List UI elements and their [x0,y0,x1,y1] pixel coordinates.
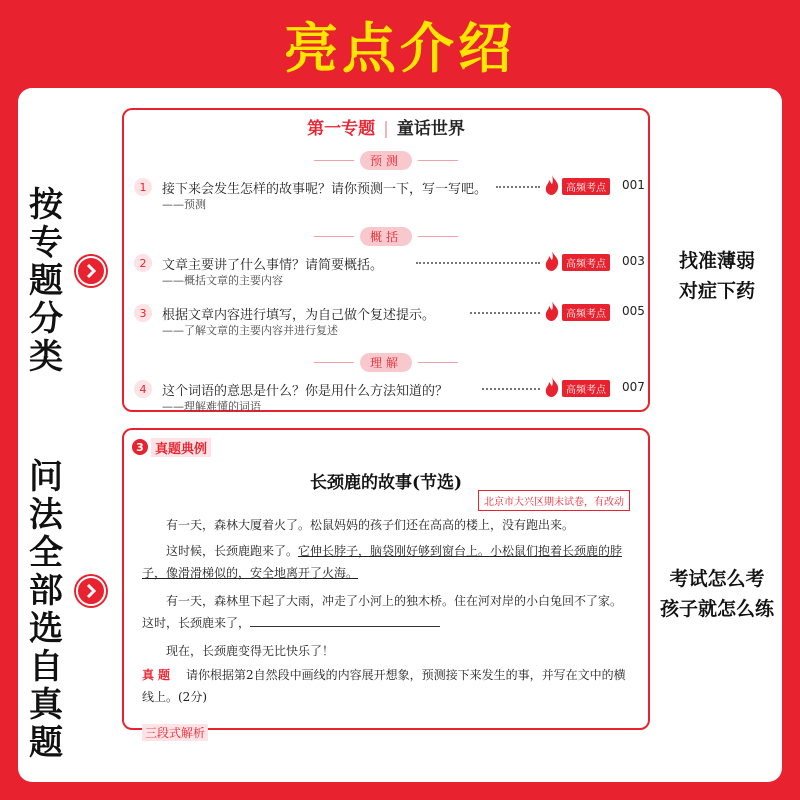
left-label-questions: 问法全部选自真题 [29,457,63,763]
analysis-tag: 三段式解析 [142,724,208,741]
arrow-right-icon [76,256,106,286]
fire-icon [544,250,560,272]
right-label-line: 找准薄弱 [678,250,755,272]
fire-icon [544,300,560,322]
topic-contents-card [122,108,650,412]
right-label-line: 考试怎么考 [669,568,765,590]
answer-blank [250,615,440,627]
question: 真题 请你根据第2自然段中画线的内容展开想象，预测接下来发生的事，并写在文中的横线上。(2分) [142,668,626,704]
right-label-line: 对症下药 [678,280,755,302]
list-item: 3 根据文章内容进行填写，为自己做个复述提示。 ——了解文章的主要内容并进行复述 高频考点 005 [134,302,644,338]
right-label-line: 孩子就怎么练 [659,598,774,620]
right-label-practice [652,564,782,624]
unit-label: 第一专题 [307,119,376,139]
section-tag: 理解 [124,352,648,372]
story-title: 长颈鹿的故事(节选) [309,473,463,493]
exam-example-card [122,428,650,740]
topic-label: 童话世界 [396,119,465,139]
fire-icon [544,376,560,398]
right-label-weakness [652,246,782,306]
fire-icon [544,174,560,196]
list-item: 4 这个词语的意思是什么？你是用什么方法知道的？ ——理解难懂的词语 高频考点 007 [134,378,644,414]
paragraph: 现在，长颈鹿变得无比快乐了！ [166,644,335,658]
page-title: 亮点介绍 [284,16,516,80]
list-item: 2 文章主要讲了什么事情？请简要概括。 ——概括文章的主要内容 高频考点 003 [134,252,644,288]
paragraph: 有一天，森林里下起了大雨，冲走了小河上的独木桥。住在河对岸的小白兔回不了家。这时，长颈鹿来了， [142,594,623,630]
source-note: 北京市大兴区期末试卷，有改动 [478,490,630,511]
left-label-topic: 按专题分类 [29,185,63,377]
section-header: 3 真题典例 [132,438,211,456]
paragraph: 有一天，森林大厦着火了。松鼠妈妈的孩子们还在高高的楼上，没有跑出来。 [166,518,575,532]
list-item: 1 接下来会发生怎样的故事呢？请你预测一下，写一写吧。 ——预测 高频考点 001 [134,176,644,212]
card-title: 第一专题 | 童话世界 [307,119,465,139]
arrow-right-icon [76,576,106,606]
section-tag: 概括 [124,226,648,246]
section-tag: 预测 [124,150,648,170]
paragraph: 这时候，长颈鹿跑来了。它伸长脖子，脑袋刚好够到窗台上。小松鼠们抱着长颈鹿的脖子，像滑滑梯似的，安全地离开了火海。 [142,544,623,580]
